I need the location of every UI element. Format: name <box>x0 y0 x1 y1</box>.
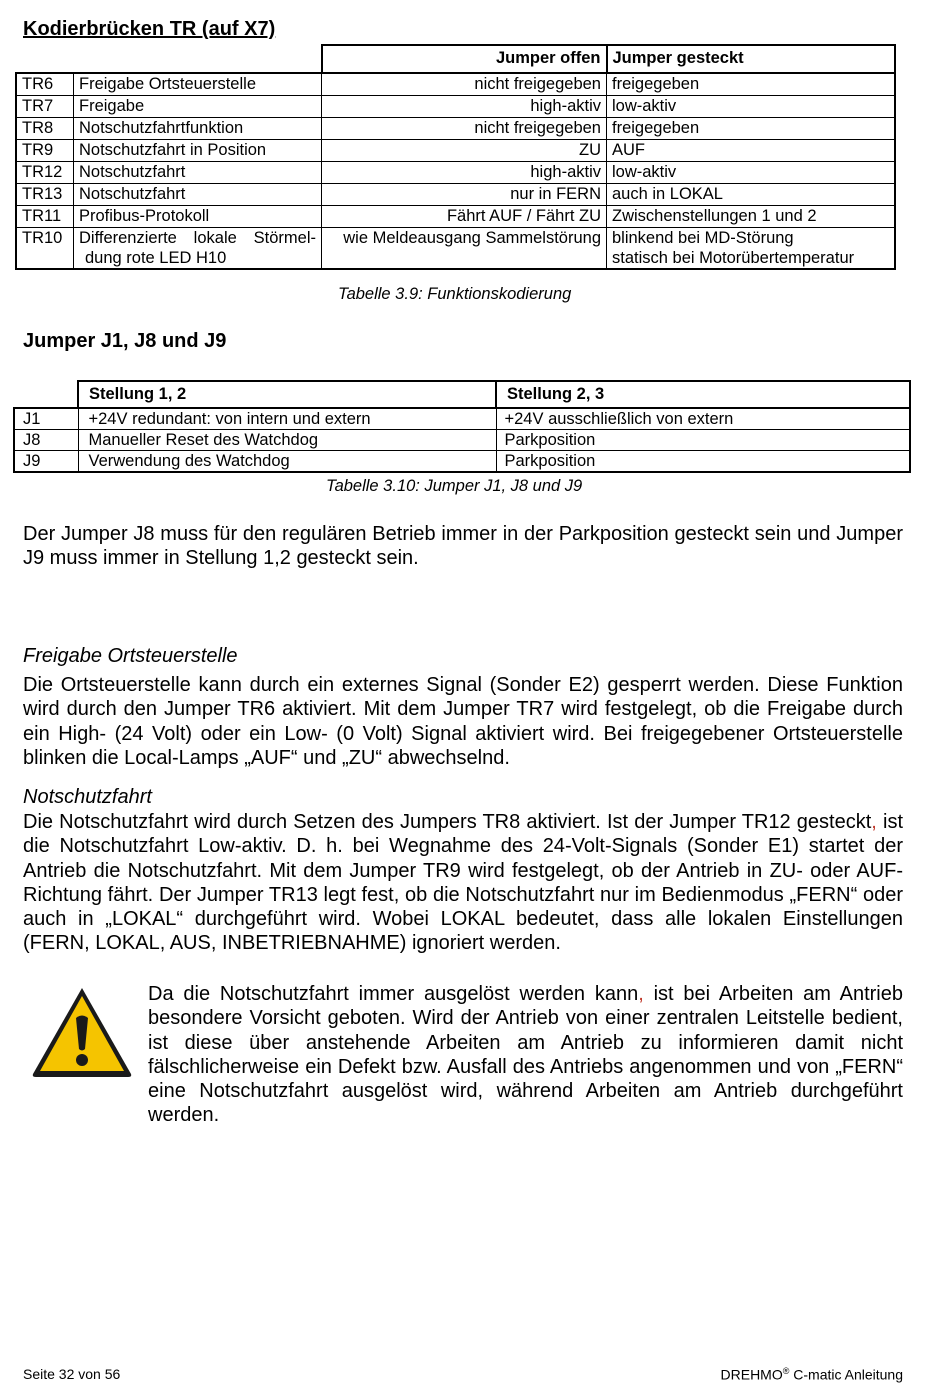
notschutzfahrt-paragraph <box>23 810 903 956</box>
cell-stellung-23: Parkposition <box>496 430 910 451</box>
cell-id: J1 <box>14 408 78 430</box>
cell-name: Notschutzfahrt <box>74 184 322 206</box>
cell-id: TR8 <box>16 118 74 140</box>
table-row <box>16 140 895 162</box>
footer-page-number: Seite 32 von 56 <box>23 1366 121 1382</box>
footer-document-title <box>721 1366 903 1383</box>
cell-name: Profibus-Protokoll <box>74 206 322 228</box>
red-comma: , <box>638 983 644 1005</box>
table-header-blank <box>14 381 78 408</box>
jumper-table <box>13 380 911 473</box>
cell-gesteckt-line1: blinkend bei MD-Störung <box>612 229 794 247</box>
cell-stellung-23: Parkposition <box>496 451 910 473</box>
cell-id: TR12 <box>16 162 74 184</box>
table-row <box>16 162 895 184</box>
cell-id: TR7 <box>16 96 74 118</box>
section-heading: Jumper J1, J8 und J9 <box>23 330 227 352</box>
cell-id: J9 <box>14 451 78 473</box>
footer-doc-name: C-matic Anleitung <box>789 1366 903 1383</box>
cell-name-line1: Differenzierte lokale Störmel- <box>79 229 316 247</box>
cell-name: Freigabe Ortsteuerstelle <box>74 73 322 96</box>
table-row <box>16 118 895 140</box>
cell-name: Notschutzfahrt <box>74 162 322 184</box>
cell-gesteckt: freigegeben <box>607 73 895 96</box>
table-row <box>16 184 895 206</box>
cell-id: TR9 <box>16 140 74 162</box>
cell-offen: wie Meldeausgang Sammelstörung <box>322 228 607 270</box>
cell-gesteckt <box>607 228 895 270</box>
cell-stellung-12: Verwendung des Watchdog <box>78 451 496 473</box>
table-header-stellung-23: Stellung 2, 3 <box>496 381 910 408</box>
table-row <box>14 430 910 451</box>
cell-stellung-12: Manueller Reset des Watchdog <box>78 430 496 451</box>
text-run: Da die Notschutzfahrt immer ausgelöst werden kann <box>148 983 639 1005</box>
cell-id: TR10 <box>16 228 74 270</box>
table-row <box>16 228 895 270</box>
cell-name: Freigabe <box>74 96 322 118</box>
table-header-stellung-12: Stellung 1, 2 <box>78 381 496 408</box>
cell-name: Notschutzfahrt in Position <box>74 140 322 162</box>
cell-gesteckt: Zwischenstellungen 1 und 2 <box>607 206 895 228</box>
table-header-blank <box>16 45 322 73</box>
cell-id: TR6 <box>16 73 74 96</box>
cell-gesteckt: auch in LOKAL <box>607 184 895 206</box>
text-run: ist die Notschutzfahrt Low-aktiv. D. h. bei Wegnahme des 24-Volt-Signals (Sonder E1) startet der Antrieb die Notschutzfahrt. Mit dem Jumper TR9 wird festgelegt, ob der Antrieb in ZU- oder AUF-Richtung fährt. Der Jumper TR13 legt fest, ob die Notschutzfahrt nur im Bedienmodus „FERN“ oder auch in „LOKAL“ durchgeführt wird. Wobei LOKAL bedeutet, dass alle lokalen Einstellungen (FERN, LOKAL, AUS, INBETRIEBNAHME) ignoriert werden. <box>23 811 903 955</box>
table-caption: Tabelle 3.9: Funktionskodierung <box>338 285 572 303</box>
table-row <box>14 408 910 430</box>
table-header-jumper-offen: Jumper offen <box>322 45 607 73</box>
table-caption: Tabelle 3.10: Jumper J1, J8 und J9 <box>326 477 583 495</box>
cell-gesteckt: freigegeben <box>607 118 895 140</box>
cell-offen: ZU <box>322 140 607 162</box>
jumper-note-paragraph: Der Jumper J8 muss für den regulären Betrieb immer in der Parkposition gesteckt sein und Jumper J9 muss immer in Stellung 1,2 gesteckt sein. <box>23 523 903 570</box>
cell-offen: high-aktiv <box>322 162 607 184</box>
function-coding-table <box>15 44 896 270</box>
text-run: Die Notschutzfahrt wird durch Setzen des Jumpers TR8 aktiviert. Ist der Jumper TR12 gesteckt <box>23 811 872 833</box>
table-row <box>14 451 910 473</box>
cell-id: J8 <box>14 430 78 451</box>
cell-name: Notschutzfahrtfunktion <box>74 118 322 140</box>
section-heading-notschutzfahrt: Notschutzfahrt <box>23 786 152 808</box>
cell-stellung-12: +24V redundant: von intern und extern <box>78 408 496 430</box>
cell-gesteckt: low-aktiv <box>607 162 895 184</box>
cell-gesteckt: AUF <box>607 140 895 162</box>
text-run: ist bei Arbeiten am Antrieb besondere Vorsicht geboten. Wird der Antrieb von einer zentralen Leitstelle bedient, ist diese über anstehende Arbeiten am Antrieb zu informieren damit nicht fälschlicherweise ein Defekt bzw. Ausfall des Antriebs angenommen und von „FERN“ eine Notschutzfahrt ausgelöst wird, während Arbeiten am Antrieb durchgeführt werden. <box>148 983 903 1127</box>
table-row <box>16 73 895 96</box>
cell-offen: nur in FERN <box>322 184 607 206</box>
freigabe-paragraph: Die Ortsteuerstelle kann durch ein externes Signal (Sonder E2) gesperrt werden. Diese Funktion wird durch den Jumper TR6 aktiviert. Mit dem Jumper TR7 wird festgelegt, ob die Freigabe durch ein High- (24 Volt) oder ein Low- (0 Volt) Signal aktiviert wird. Bei freigegebener Ortsteuerstelle blinken die Local-Lamps „AUF“ und „ZU“ abwechselnd. <box>23 674 903 769</box>
table-row <box>16 206 895 228</box>
cell-offen: nicht freigegeben <box>322 118 607 140</box>
cell-id: TR13 <box>16 184 74 206</box>
section-heading-freigabe: Freigabe Ortsteuerstelle <box>23 645 238 667</box>
footer-brand: DREHMO <box>720 1366 783 1383</box>
cell-name-line2: dung rote LED H10 <box>85 249 227 267</box>
cell-name <box>74 228 322 270</box>
red-comma: , <box>871 811 877 833</box>
cell-offen: high-aktiv <box>322 96 607 118</box>
footer-registered-mark: ® <box>782 1366 790 1376</box>
cell-gesteckt: low-aktiv <box>607 96 895 118</box>
cell-offen: Fährt AUF / Fährt ZU <box>322 206 607 228</box>
cell-stellung-23: +24V ausschließlich von extern <box>496 408 910 430</box>
table-header-jumper-gesteckt: Jumper gesteckt <box>607 45 895 73</box>
page-title: Kodierbrücken TR (auf X7) <box>23 18 276 40</box>
warning-paragraph <box>148 982 903 1128</box>
cell-id: TR11 <box>16 206 74 228</box>
cell-offen: nicht freigegeben <box>322 73 607 96</box>
cell-gesteckt-line2: statisch bei Motorübertemperatur <box>612 249 855 267</box>
table-row <box>16 96 895 118</box>
warning-triangle-icon <box>30 985 134 1079</box>
